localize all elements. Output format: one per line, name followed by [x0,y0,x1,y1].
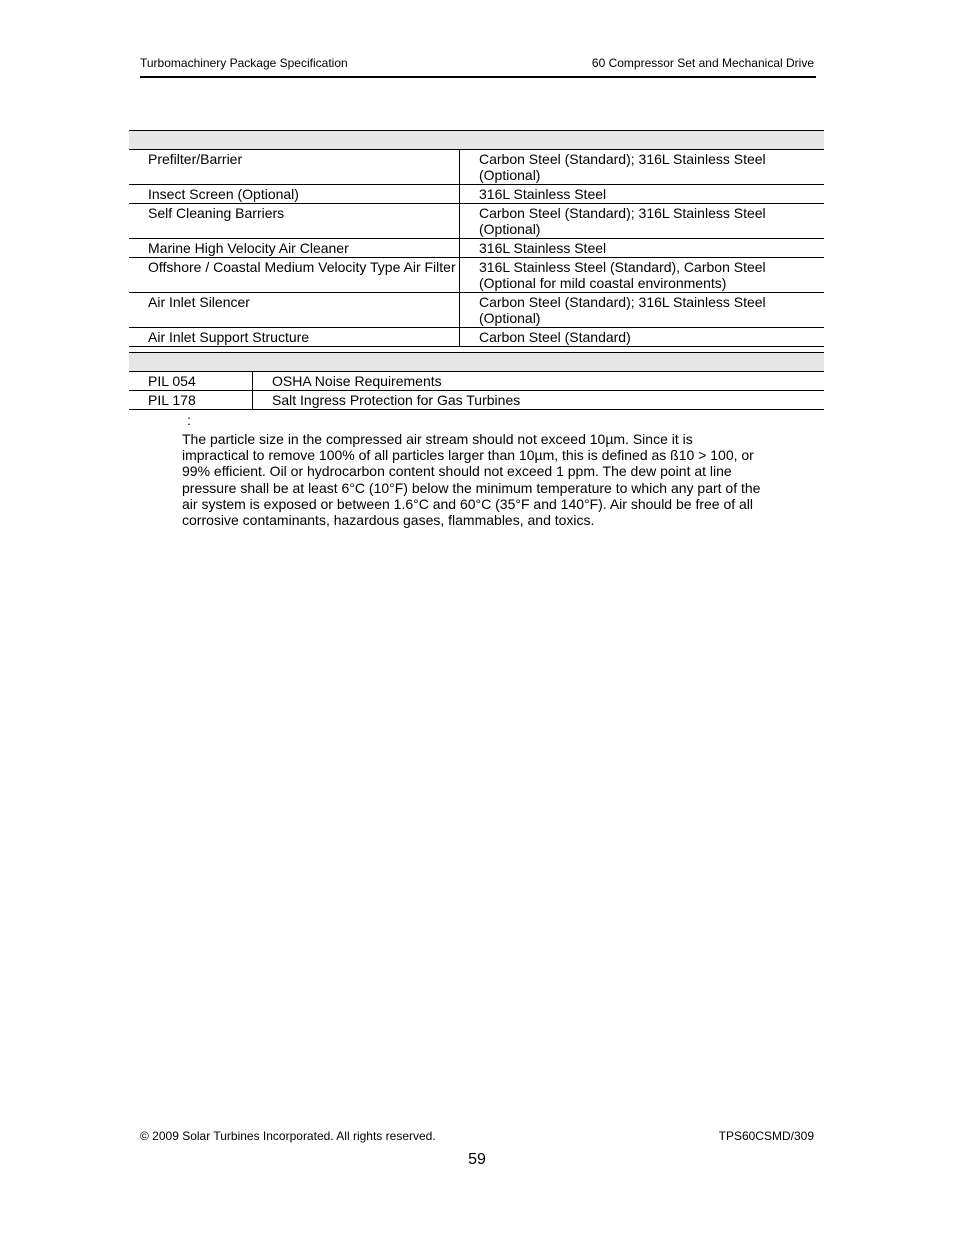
note-text: The particle size in the compressed air stream should not exceed 10µm. Since it is impractical to remove 100% of all particles larger than 10µm, this is defined as ß10 > 100, or 99% efficient. Oil or hydrocarbon content should not exceed 1 ppm. The dew point at line pressure shall be at least 6°C (10°F) below the minimum temperature to which any part of the air system is exposed or between 1.6°C and 60°C (35°F and 140°F). Air should be free of all corrosive contaminants, hazardous gases, flammables, and toxics. [182,431,761,529]
material-cell: Carbon Steel (Standard); 316L Stainless Steel (Optional) [460,293,825,328]
pil-title-cell: OSHA Noise Requirements [253,372,825,391]
header-title: Turbomachinery Package Specification [140,56,348,70]
table-row [129,258,824,293]
component-cell: Insect Screen (Optional) [129,185,460,204]
page-number: 59 [468,1151,486,1168]
table-row [129,150,824,185]
pil-title-cell: Salt Ingress Protection for Gas Turbines [253,391,825,410]
component-cell: Self Cleaning Barriers [129,204,460,239]
component-cell: Air Inlet Support Structure [129,328,460,347]
table-row [129,391,824,410]
component-cell: Offshore / Coastal Medium Velocity Type Air Filter [129,258,460,293]
page-header [140,54,816,78]
component-cell: Marine High Velocity Air Cleaner [129,239,460,258]
material-cell: 316L Stainless Steel (Standard), Carbon Steel (Optional for mild coastal environments) [460,258,825,293]
footer-doc-id: TPS60CSMD/309 [718,1129,814,1143]
material-cell: 316L Stainless Steel [460,239,825,258]
materials-table [129,130,824,347]
table-row [129,204,824,239]
material-cell: 316L Stainless Steel [460,185,825,204]
material-cell: Carbon Steel (Standard) [460,328,825,347]
materials-table-header-band [129,131,824,150]
pil-table-header-band [129,353,824,372]
pil-code-cell: PIL 178 [129,391,253,410]
material-cell: Carbon Steel (Standard); 316L Stainless Steel (Optional) [460,150,825,185]
table-row [129,293,824,328]
header-section: 60 Compressor Set and Mechanical Drive [591,56,814,70]
component-cell: Prefilter/Barrier [129,150,460,185]
table-row [129,328,824,347]
pil-table [129,352,824,410]
table-row [129,239,824,258]
component-cell: Air Inlet Silencer [129,293,460,328]
material-cell: Carbon Steel (Standard); 316L Stainless Steel (Optional) [460,204,825,239]
pil-code-cell: PIL 054 [129,372,253,391]
table-row [129,185,824,204]
footer-copyright: © 2009 Solar Turbines Incorporated. All rights reserved. [140,1129,436,1143]
table-row [129,372,824,391]
note-label: : [187,412,191,428]
